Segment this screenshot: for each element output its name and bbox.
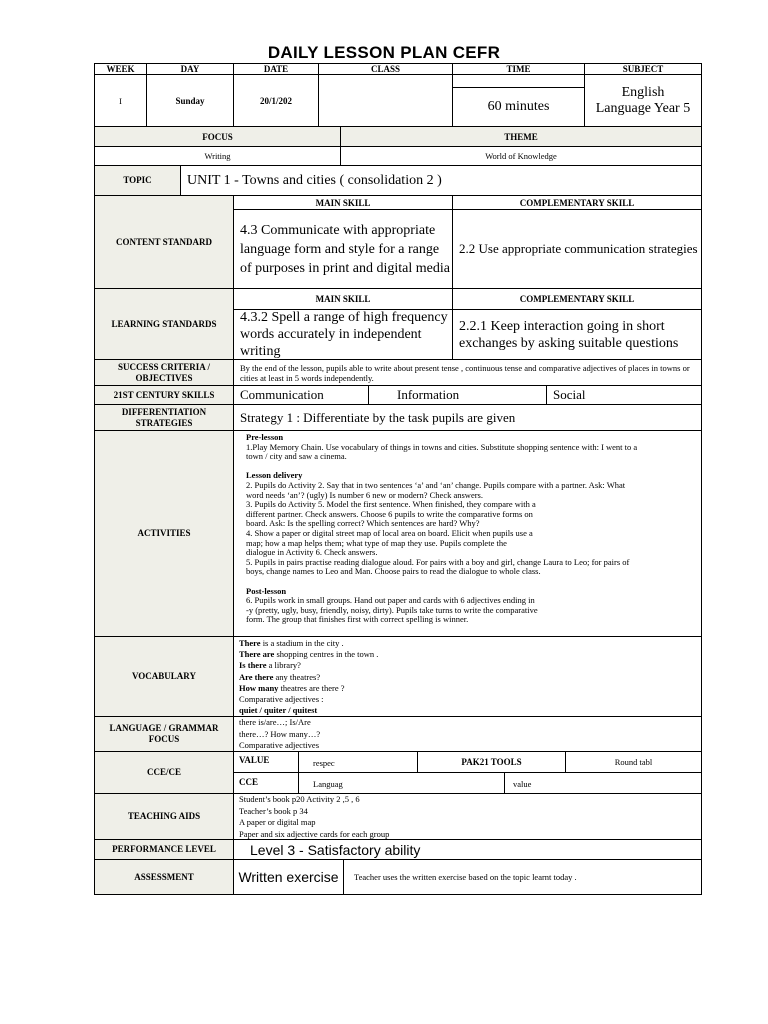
week-value: I (94, 74, 147, 127)
century-skill-social: Social (546, 385, 702, 405)
cce-value: respec (298, 751, 418, 773)
theme-header: THEME (340, 126, 702, 147)
vocab-line: Are there any theatres? (239, 671, 321, 682)
vocab-line: How many theatres are there ? (239, 682, 345, 693)
focus-value: Writing (94, 146, 341, 166)
time-value: 60 minutes (452, 87, 585, 127)
century-skill-information: Information (368, 385, 547, 405)
content-complementary-skill-header: COMPLEMENTARY SKILL (452, 195, 702, 210)
cce-language: Languag (298, 772, 505, 794)
post-lesson-text: 6. Pupils work in small groups. Hand out paper and cards with 6 adjectives ending in -y (pretty, ugly, busy, friendly, noisy, dirty). Pupils take turns to write the comparative form. The group that finishes first with correct spelling is winner. (246, 595, 538, 625)
content-standard-label: CONTENT STANDARD (94, 195, 234, 289)
cce-extra-value: value (504, 772, 702, 794)
performance-level-value: Level 3 - Satisfactory ability (233, 839, 702, 860)
page-title: DAILY LESSON PLAN CEFR (267, 43, 501, 62)
date-value: 20/1/202 (233, 74, 319, 127)
vocabulary-content (233, 636, 702, 717)
subject-header: SUBJECT (584, 63, 702, 75)
vocab-line: quiet / quiter / quitest (239, 705, 318, 716)
day-header: DAY (146, 63, 234, 75)
content-main-skill-header: MAIN SKILL (233, 195, 453, 210)
date-header: DATE (233, 63, 319, 75)
differentiation-value: Strategy 1 : Differentiate by the task pupils are given (233, 404, 702, 431)
vocab-line: There is a stadium in the city . (239, 638, 344, 648)
day-value: Sunday (146, 74, 234, 127)
time-spacer (452, 74, 585, 88)
topic-value: UNIT 1 - Towns and cities ( consolidation 2 ) (180, 165, 702, 196)
teaching-aids-value: Student’s book p20 Activity 2 ,5 , 6 Teacher’s book p 34 A paper or digital map Paper and six adjective cards for each group (233, 793, 702, 840)
post-lesson-heading: Post-lesson (246, 585, 287, 596)
class-header: CLASS (318, 63, 453, 75)
learning-main-skill-header: MAIN SKILL (233, 288, 453, 310)
assessment-method: Written exercise (233, 859, 344, 895)
theme-value: World of Knowledge (340, 146, 702, 166)
differentiation-label: DIFFERENTIATION STRATEGIES (94, 404, 234, 431)
pre-lesson-text: 1.Play Memory Chain. Use vocabulary of things in towns and cities. Substitute shopping sentence with: I went to a town / city and saw a cinema. (246, 441, 638, 462)
class-value (318, 74, 453, 127)
grammar-value: there is/are…; Is/Are there…? How many…? Comparative adjectives (233, 716, 702, 752)
pak21-tools-value: Round tabl (565, 751, 702, 773)
learning-complementary-skill-header: COMPLEMENTARY SKILL (452, 288, 702, 310)
lesson-delivery-text: 2. Pupils do Activity 2. Say that in two sentences ‘a’ and ‘an’ change. Pupils compare with a partner. Ask: What word needs ‘an’? (ugly) Is number 6 new or modern? Check answers. 3. Pupils do Activity 5. Model the first sentence. When finished, they compare with a different partner. Check answers. Choose 6 pupils to write the comparative forms on board. Ask: Is the spelling correct? Which sentences are hard? Why? 4. Show a paper or digital street map of local area on board. Elicit when pupils use a map; how a map helps them; what type of map they use. Pupils complete the dialogue in Activity 6. Check answers. 5. Pupils in pairs practise reading dialogue aloud. For pairs with a boy and girl, change Laura to Leo; for pairs of boys, change names to Leo and Man. Choose pairs to read the dialogue to whole class. (246, 479, 630, 577)
week-header: WEEK (94, 63, 147, 75)
lesson-delivery-heading: Lesson delivery (246, 470, 303, 481)
pak21-tools-header: PAK21 TOOLS (417, 751, 566, 773)
focus-header: FOCUS (94, 126, 341, 147)
performance-level-label: PERFORMANCE LEVEL (94, 839, 234, 860)
vocab-line: There are shopping centres in the town . (239, 649, 379, 660)
grammar-label: LANGUAGE / GRAMMAR FOCUS (94, 716, 234, 752)
learning-standards-label: LEARNING STANDARDS (94, 288, 234, 360)
activities-label: ACTIVITIES (94, 430, 234, 637)
success-criteria-value: By the end of the lesson, pupils able to write about present tense , continuous tense and comparative adjectives of places in towns or cities at least in 5 words independently. (233, 359, 702, 386)
success-criteria-label: SUCCESS CRITERIA / OBJECTIVES (94, 359, 234, 386)
teaching-aids-label: TEACHING AIDS (94, 793, 234, 840)
cce-header: CCE (233, 772, 299, 794)
assessment-label: ASSESSMENT (94, 859, 234, 895)
activities-content (233, 430, 702, 637)
assessment-note: Teacher uses the written exercise based on the topic learnt today . (343, 859, 702, 895)
time-header: TIME (452, 63, 585, 75)
topic-label: TOPIC (94, 165, 181, 196)
learning-complementary-skill: 2.2.1 Keep interaction going in short exchanges by asking suitable questions (452, 309, 702, 360)
century-skill-communication: Communication (233, 385, 369, 405)
vocab-line: Is there a library? (239, 660, 301, 671)
pre-lesson-heading: Pre-lesson (246, 432, 284, 442)
cce-label: CCE/CE (94, 751, 234, 794)
cce-value-header: VALUE (233, 751, 299, 773)
content-complementary-skill: 2.2 Use appropriate communication strategies (452, 209, 702, 289)
century-skills-label: 21ST CENTURY SKILLS (94, 385, 234, 405)
subject-value: English Language Year 5 (584, 74, 702, 127)
vocab-line: Comparative adjectives : (239, 694, 324, 705)
content-main-skill: 4.3 Communicate with appropriate language form and style for a range of purposes in print and digital media (233, 209, 453, 289)
learning-main-skill: 4.3.2 Spell a range of high frequency words accurately in independent writing (233, 309, 453, 360)
vocabulary-label: VOCABULARY (94, 636, 234, 717)
